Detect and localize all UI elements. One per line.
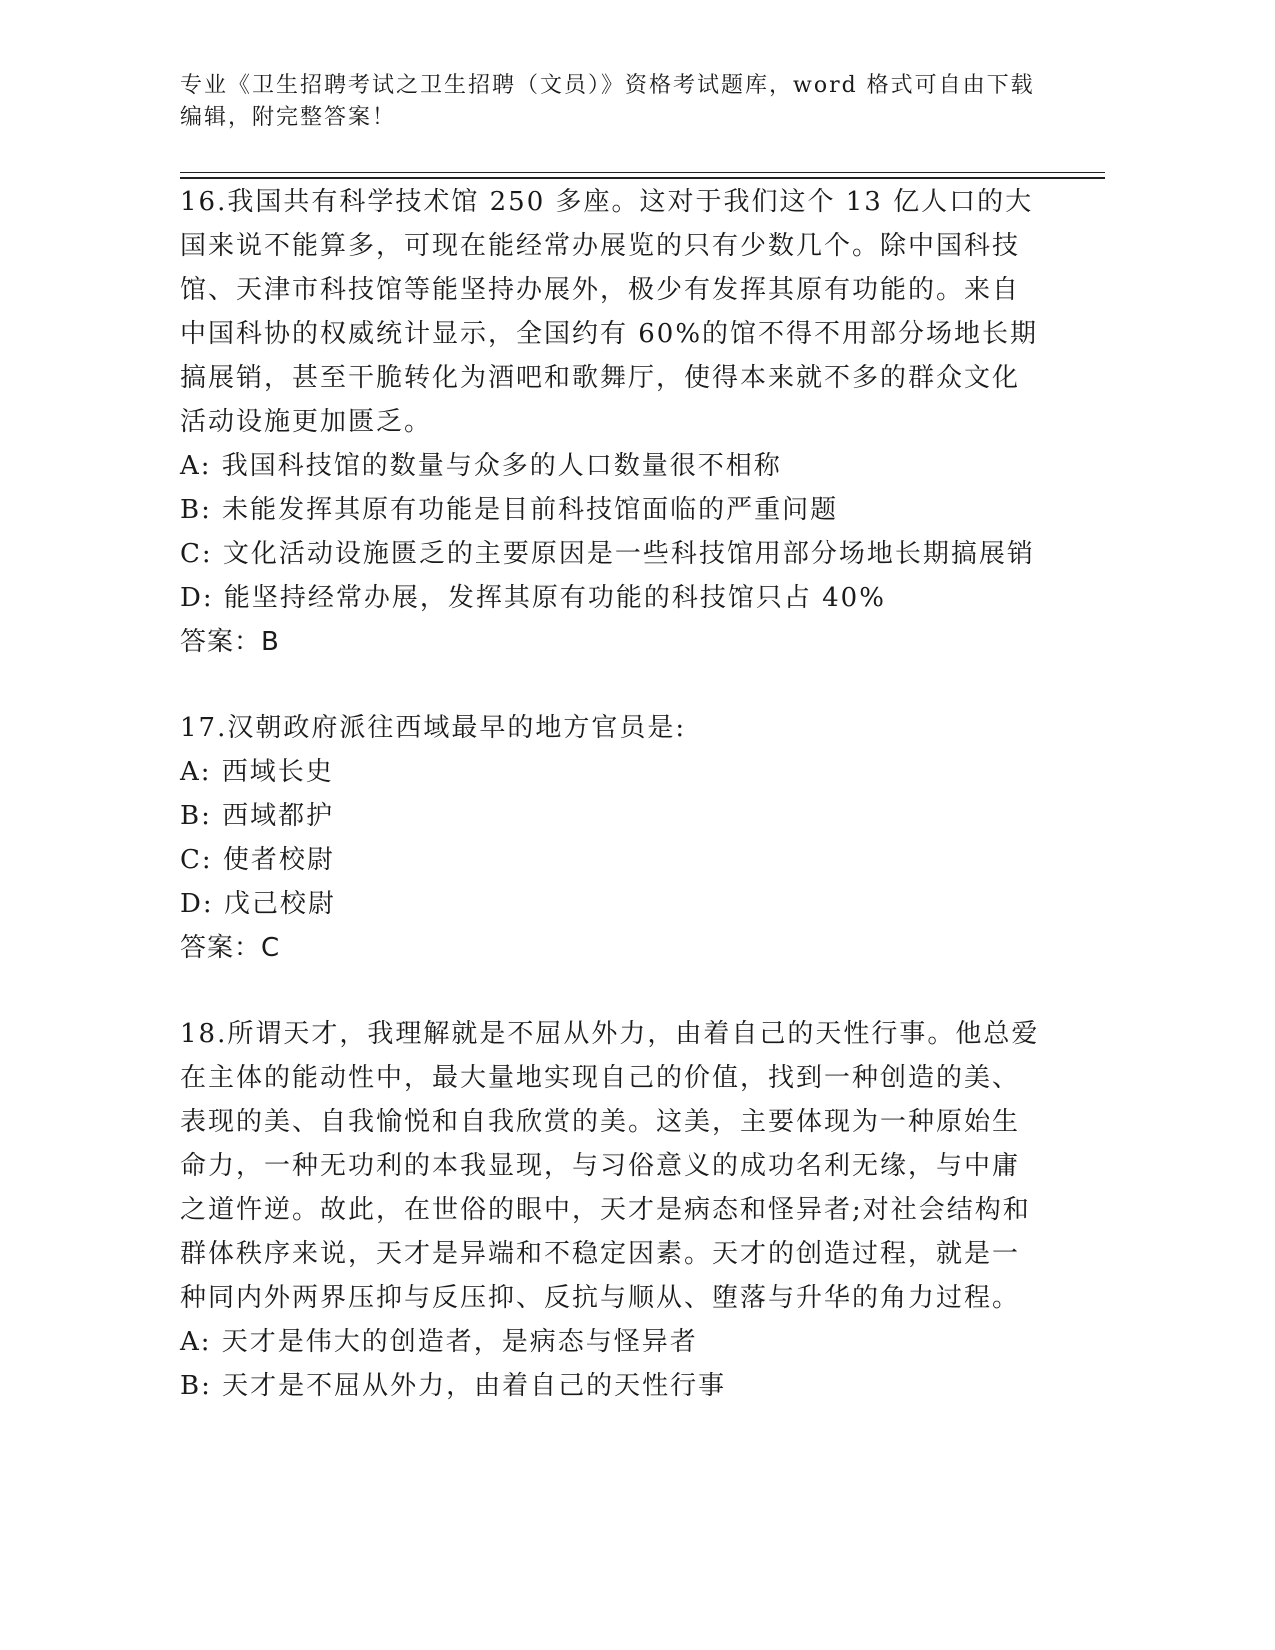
question-list [180,180,1040,1408]
option-d: D: 能坚持经常办展，发挥其原有功能的科技馆只占 40% [180,583,886,613]
question-16 [180,180,1040,664]
header-rule-thin [180,172,1105,173]
option-c: C: 使者校尉 [180,845,335,875]
question-stem: 16.我国共有科学技术馆 250 多座。这对于我们这个 13 亿人口的大国来说不能算多，可现在能经常办展览的只有少数几个。除中国科技馆、天津市科技馆等能坚持办展外，极少有发挥其原有功能的。来自中国科协的权威统计显示，全国约有 60%的馆不得不用部分场地长期搞展销，甚至干脆转化为酒吧和歌舞厅，使得本来就不多的群众文化活动设施更加匮乏。 [180,187,1039,437]
question-spacer [180,664,1040,706]
question-stem: 18.所谓天才，我理解就是不屈从外力，由着自己的天性行事。他总爱在主体的能动性中，最大量地实现自己的价值，找到一种创造的美、表现的美、自我愉悦和自我欣赏的美。这美，主要体现为一种原始生命力，一种无功利的本我显现，与习俗意义的成功名利无缘，与中庸之道忤逆。故此，在世俗的眼中，天才是病态和怪异者;对社会结构和群体秩序来说，天才是异端和不稳定因素。天才的创造过程，就是一种同内外两界压抑与反压抑、反抗与顺从、堕落与升华的角力过程。 [180,1019,1040,1313]
option-b: B: 未能发挥其原有功能是目前科技馆面临的严重问题 [180,495,839,525]
question-spacer [180,970,1040,1012]
answer-line: 答案：B [180,627,280,657]
header-rule-thick [180,177,1105,179]
option-b: B: 西域都护 [180,801,335,831]
option-a: A: 天才是伟大的创造者，是病态与怪异者 [180,1327,698,1357]
option-c: C: 文化活动设施匮乏的主要原因是一些科技馆用部分场地长期搞展销 [180,539,1035,569]
answer-line: 答案：C [180,933,281,963]
page-header: 专业《卫生招聘考试之卫生招聘（文员）》资格考试题库，word 格式可自由下载编辑，附完整答案！ [180,73,1035,130]
question-stem: 17.汉朝政府派往西域最早的地方官员是: [180,713,687,743]
option-a: A: 我国科技馆的数量与众多的人口数量很不相称 [180,451,782,481]
option-b: B: 天才是不屈从外力，由着自己的天性行事 [180,1371,727,1401]
option-a: A: 西域长史 [180,757,334,787]
option-d: D: 戊己校尉 [180,889,336,919]
question-17 [180,706,1040,970]
question-18 [180,1012,1040,1408]
